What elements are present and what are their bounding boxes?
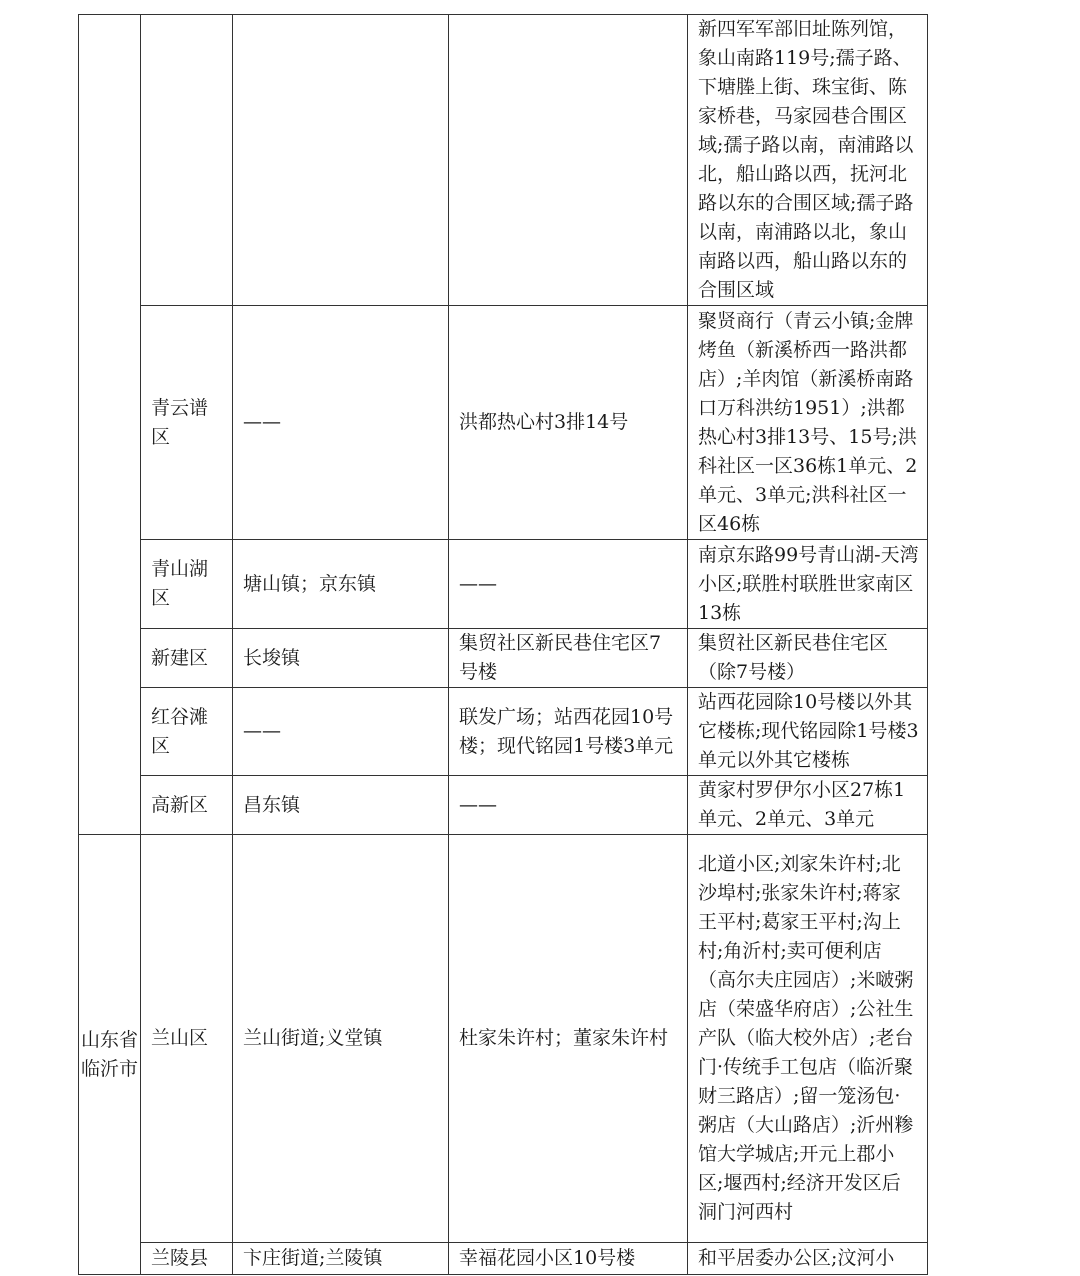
table-row — [79, 540, 928, 629]
high-risk-text: 兰山街道;义堂镇 — [243, 1027, 383, 1049]
low-risk-text: 新四军军部旧址陈列馆，象山南路119号;孺子路、下塘塍上街、珠宝街、陈家桥巷，马家园巷合围区域;孺子路以南，南浦路以北，船山路以西，抚河北路以东的合围区域;孺子路以南，南浦路以北，象山南路以西，船山路以东的合围区域 — [698, 18, 914, 301]
medium-risk-text: 幸福花园小区10号楼 — [459, 1247, 636, 1269]
high-risk-text: 卞庄街道;兰陵镇 — [243, 1247, 383, 1269]
table-row — [79, 688, 928, 776]
district-text: 红谷滩区 — [151, 705, 209, 757]
low-risk-cell — [688, 1243, 928, 1275]
medium-risk-text: —— — [459, 793, 497, 816]
district-cell — [141, 688, 233, 776]
medium-risk-cell — [449, 835, 688, 1243]
medium-risk-text: 洪都热心村3排14号 — [459, 411, 629, 433]
district-cell — [141, 776, 233, 835]
table-row — [79, 835, 928, 1243]
low-risk-cell — [688, 629, 928, 688]
high-risk-text: —— — [243, 411, 281, 433]
medium-risk-text: 联发广场；站西花园10号楼；现代铭园1号楼3单元 — [459, 705, 674, 757]
medium-risk-cell — [449, 306, 688, 540]
high-risk-cell — [233, 776, 449, 835]
district-cell — [141, 15, 233, 306]
city-cell — [79, 15, 141, 835]
low-risk-cell — [688, 540, 928, 629]
high-risk-cell — [233, 540, 449, 629]
city-text: 山东省临沂市 — [81, 1028, 139, 1080]
medium-risk-cell — [449, 688, 688, 776]
medium-risk-text: 集贸社区新民巷住宅区7号楼 — [459, 632, 662, 683]
district-text: 兰陵县 — [151, 1247, 209, 1269]
high-risk-text: 昌东镇 — [243, 793, 301, 816]
high-risk-cell — [233, 1243, 449, 1275]
low-risk-text: 站西花园除10号楼以外其它楼栋;现代铭园除1号楼3单元以外其它楼栋 — [698, 691, 919, 771]
district-cell — [141, 835, 233, 1243]
table-row — [79, 1243, 928, 1275]
district-cell — [141, 540, 233, 629]
low-risk-text: 黄家村罗伊尔小区27栋1单元、2单元、3单元 — [698, 779, 906, 830]
medium-risk-cell — [449, 15, 688, 306]
district-cell — [141, 306, 233, 540]
low-risk-text: 北道小区;刘家朱许村;北沙埠村;张家朱许村;蒋家王平村;葛家王平村;沟上村;角沂村;卖可便利店（高尔夫庄园店）;米啵粥店（荣盛华府店）;公社生产队（临大校外店）;老台门·传统手工包店（临沂聚财三路店）;留一笼汤包·粥店（大山路店）;沂州糁馆大学城店;开元上郡小区;堰西村;经济开发区后洞门河西村 — [698, 853, 914, 1223]
high-risk-cell — [233, 306, 449, 540]
table-row — [79, 776, 928, 835]
medium-risk-text: —— — [459, 572, 497, 595]
risk-area-table — [78, 14, 928, 1275]
medium-risk-cell — [449, 1243, 688, 1275]
low-risk-cell — [688, 835, 928, 1243]
district-text: 青山湖区 — [151, 558, 209, 609]
low-risk-cell — [688, 15, 928, 306]
high-risk-cell — [233, 688, 449, 776]
district-cell — [141, 1243, 233, 1275]
high-risk-cell — [233, 629, 449, 688]
district-text: 青云谱区 — [151, 396, 209, 448]
district-text: 兰山区 — [151, 1027, 209, 1049]
low-risk-cell — [688, 306, 928, 540]
high-risk-text: —— — [243, 720, 281, 742]
table-row — [79, 15, 928, 306]
low-risk-text: 聚贤商行（青云小镇;金牌烤鱼（新溪桥西一路洪都店）;羊肉馆（新溪桥南路口万科洪纺1951）;洪都热心村3排13号、15号;洪科社区一区36栋1单元、2单元、3单元;洪科社区一区46栋 — [698, 309, 918, 535]
low-risk-cell — [688, 688, 928, 776]
table-row — [79, 629, 928, 688]
low-risk-text: 集贸社区新民巷住宅区（除7号楼） — [698, 632, 889, 683]
table-row — [79, 306, 928, 540]
medium-risk-cell — [449, 776, 688, 835]
district-cell — [141, 629, 233, 688]
high-risk-text: 塘山镇；京东镇 — [243, 572, 377, 595]
city-cell — [79, 835, 141, 1275]
medium-risk-cell — [449, 540, 688, 629]
district-text: 新建区 — [151, 646, 209, 669]
low-risk-text: 南京东路99号青山湖-天湾小区;联胜村联胜世家南区13栋 — [698, 543, 919, 624]
high-risk-text: 长埈镇 — [243, 646, 301, 669]
medium-risk-text: 杜家朱许村；董家朱许村 — [459, 1027, 669, 1049]
low-risk-text: 和平居委办公区;汶河小 — [698, 1247, 895, 1269]
low-risk-cell — [688, 776, 928, 835]
district-text: 高新区 — [151, 793, 209, 816]
high-risk-cell — [233, 835, 449, 1243]
high-risk-cell — [233, 15, 449, 306]
medium-risk-cell — [449, 629, 688, 688]
